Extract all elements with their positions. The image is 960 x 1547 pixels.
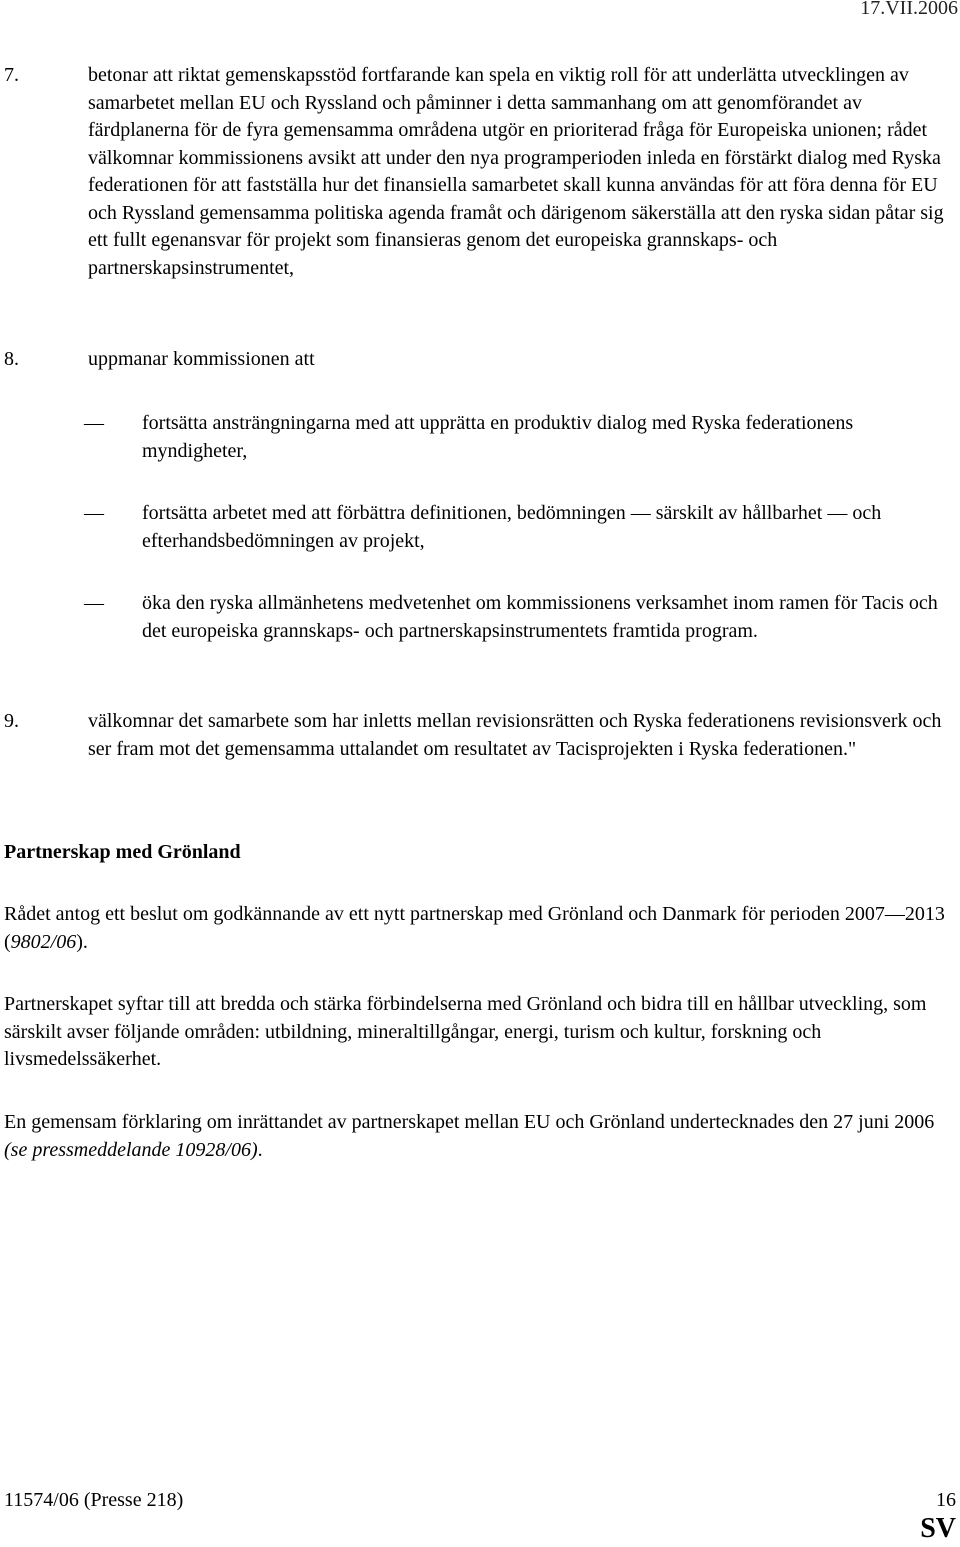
dash-list-item bbox=[84, 410, 954, 465]
section-heading: Partnerskap med Grönland bbox=[4, 841, 241, 863]
dash-item-text: öka den ryska allmänhetens medvetenhet om kommissionens verksamhet inom ramen för Tacis och det europeiska grannskaps- och partnerskapsinstrumentets framtida program. bbox=[142, 592, 938, 642]
dash-list-item bbox=[84, 500, 954, 555]
paragraph-purpose: Partnerskapet syftar till att bredda och stärka förbindelserna med Grönland och bidra till en hållbar utveckling, som särskilt avser följande områden: utbildning, mineraltillgångar, energi, turism och kultur, forskning och livsmedelssäkerhet. bbox=[4, 993, 927, 1070]
paragraph-declaration bbox=[4, 1109, 956, 1164]
language-code: SV bbox=[920, 1513, 956, 1544]
page-number: 16 bbox=[936, 1489, 956, 1511]
paragraph-text: En gemensam förklaring om inrättandet av partnerskapet mellan EU och Grönland undertecknades den 27 juni 2006 bbox=[4, 1111, 935, 1133]
dash-list-item bbox=[84, 590, 954, 645]
em-dash: — bbox=[84, 592, 104, 614]
list-item-8 bbox=[4, 346, 956, 374]
paragraph-decision bbox=[4, 901, 956, 956]
press-release-reference: (se pressmeddelande 10928/06) bbox=[4, 1138, 258, 1161]
footer-reference: 11574/06 (Presse 218) bbox=[4, 1489, 184, 1511]
em-dash: — bbox=[84, 502, 104, 524]
item-text: uppmanar kommissionen att bbox=[88, 348, 315, 370]
paragraph-text: . bbox=[257, 1138, 263, 1161]
dash-item-text: fortsätta ansträngningarna med att upprätta en produktiv dialog med Ryska federationens myndigheter, bbox=[142, 412, 854, 462]
list-item-7 bbox=[4, 62, 956, 282]
list-item-9 bbox=[4, 708, 956, 763]
paragraph-text: ). bbox=[76, 930, 88, 953]
header-date: 17.VII.2006 bbox=[860, 0, 958, 19]
item-text: välkomnar det samarbete som har inletts mellan revisionsrätten och Ryska federationens revisionsverk och ser fram mot det gemensamma uttalandet om resultatet av Tacisprojekten i Ryska federationen." bbox=[88, 710, 942, 760]
document-reference: 9802/06 bbox=[10, 930, 77, 953]
em-dash: — bbox=[84, 412, 104, 434]
paragraph-text: Rådet antog ett beslut om godkännande av ett nytt partnerskap med Grönland och Danmark för perioden 2007—2013 ( bbox=[4, 903, 945, 953]
item-number: 9. bbox=[4, 710, 19, 732]
item-number: 8. bbox=[4, 348, 19, 370]
dash-item-text: fortsätta arbetet med att förbättra definitionen, bedömningen — särskilt av hållbarhet — och efterhandsbedömningen av projekt, bbox=[142, 502, 882, 552]
item-number: 7. bbox=[4, 64, 19, 86]
item-text: betonar att riktat gemenskapsstöd fortfarande kan spela en viktig roll för att underlätta utvecklingen av samarbetet mellan EU och Ryssland och påminner i detta sammanhang om att genomförandet av färdplanerna för de fyra gemensamma områdena utgör en prioriterad fråga för Europeiska unionen; rådet välkomnar kommissionens avsikt att under den nya programperioden inleda en förstärkt dialog med Ryska federationen för att fastställa hur det finansiella samarbetet skall kunna användas för att föra denna för EU och Ryssland gemensamma politiska agenda framåt och därigenom säkerställa att den ryska sidan påtar sig ett fullt egenansvar för projekt som finansieras genom det europeiska grannskaps- och partnerskapsinstrumentet, bbox=[88, 64, 944, 279]
